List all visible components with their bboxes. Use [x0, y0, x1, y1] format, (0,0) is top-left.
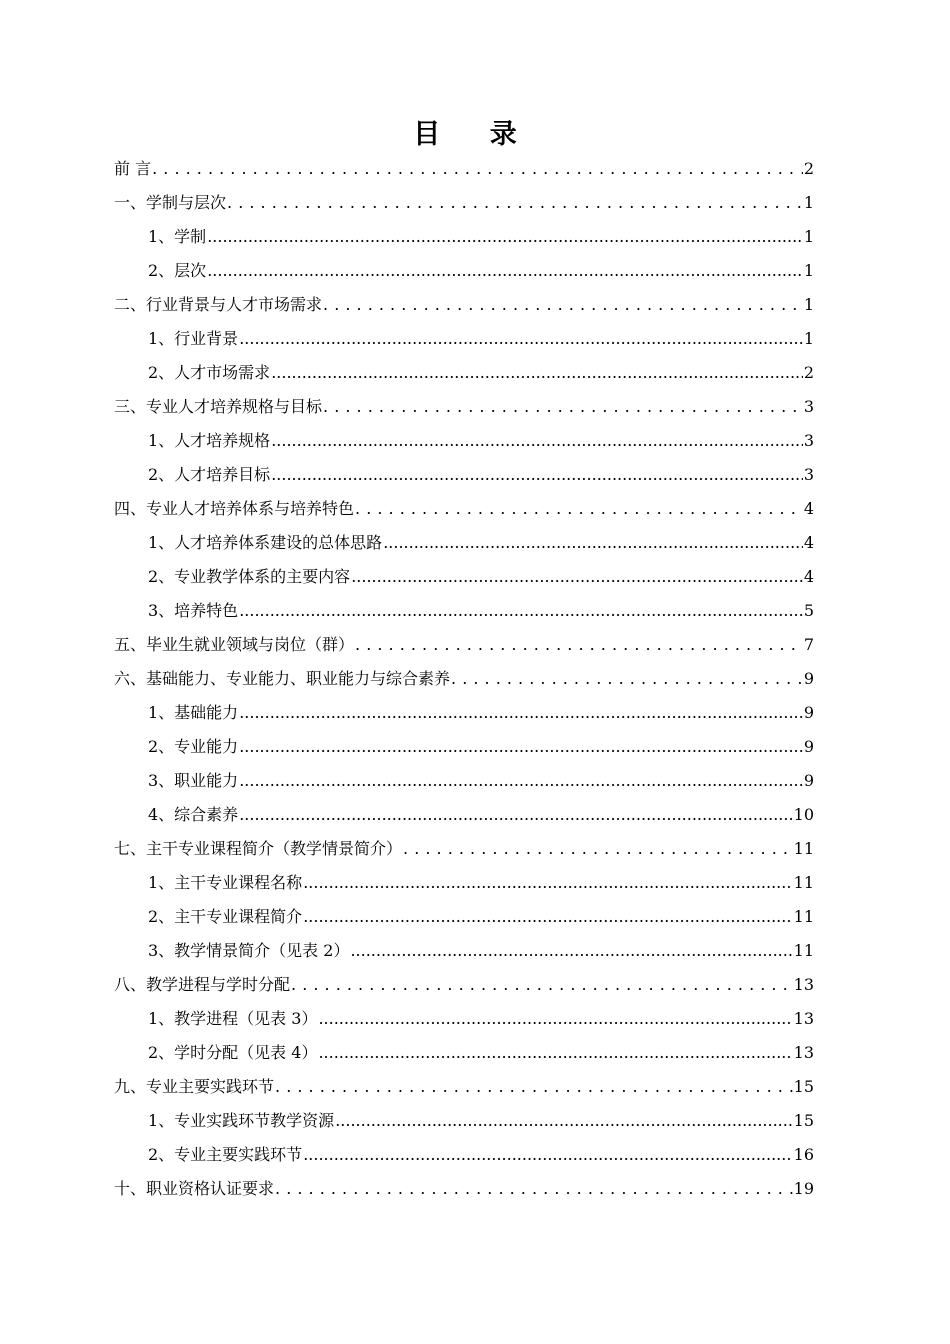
toc-entry-page-number: 4 — [803, 499, 814, 518]
toc-entry-page-number: 1 — [803, 329, 814, 348]
toc-subentry[interactable] — [114, 220, 814, 254]
dot-leader — [291, 968, 793, 1002]
toc-entry-page-number: 19 — [793, 1179, 814, 1198]
toc-entry[interactable] — [114, 662, 814, 696]
toc-subentry[interactable] — [114, 356, 814, 390]
toc-entry[interactable] — [114, 186, 814, 220]
dot-leader — [355, 492, 803, 526]
dot-leader — [350, 934, 792, 968]
toc-subentry[interactable] — [114, 322, 814, 356]
toc-entry-page-number: 1 — [803, 261, 814, 280]
toc-entry-page-number: 16 — [793, 1145, 814, 1164]
toc-entry-page-number: 15 — [793, 1077, 814, 1096]
toc-entry[interactable] — [114, 628, 814, 662]
toc-entry-label: 七、主干专业课程简介（教学情景简介） — [114, 839, 403, 858]
dot-leader — [351, 560, 803, 594]
toc-title: 目 录 — [413, 119, 537, 150]
toc-entry-label: 一、学制与层次 — [114, 193, 227, 212]
toc-entry-label: 2、专业主要实践环节 — [148, 1145, 303, 1164]
toc-subentry[interactable] — [114, 1104, 814, 1138]
toc-entry-page-number: 4 — [803, 567, 814, 586]
toc-entry-label: 五、毕业生就业领域与岗位（群） — [114, 635, 355, 654]
toc-subentry[interactable] — [114, 696, 814, 730]
dot-leader — [239, 322, 803, 356]
dot-leader — [271, 356, 803, 390]
dot-leader — [403, 832, 793, 866]
toc-entry-label: 2、专业教学体系的主要内容 — [148, 567, 351, 586]
toc-entry-label: 2、人才市场需求 — [148, 363, 271, 382]
toc-entry-page-number: 2 — [803, 363, 814, 382]
toc-entry-page-number: 11 — [793, 839, 814, 858]
toc-entry-page-number: 4 — [803, 533, 814, 552]
toc-entry-label: 2、学时分配（见表 4） — [148, 1043, 318, 1062]
dot-leader — [239, 594, 803, 628]
dot-leader — [207, 220, 803, 254]
dot-leader — [271, 458, 803, 492]
toc-entry[interactable] — [114, 968, 814, 1002]
toc-entry-label: 九、专业主要实践环节 — [114, 1077, 275, 1096]
dot-leader — [227, 186, 803, 220]
toc-entry-page-number: 5 — [803, 601, 814, 620]
toc-entry-label: 2、主干专业课程简介 — [148, 907, 303, 926]
toc-subentry[interactable] — [114, 424, 814, 458]
toc-subentry[interactable] — [114, 254, 814, 288]
toc-entry-page-number: 1 — [803, 227, 814, 246]
toc-entry-label: 3、职业能力 — [148, 771, 239, 790]
toc-entry[interactable] — [114, 288, 814, 322]
dot-leader — [303, 900, 792, 934]
toc-subentry[interactable] — [114, 1002, 814, 1036]
toc-entry[interactable] — [114, 492, 814, 526]
toc-subentry[interactable] — [114, 730, 814, 764]
toc-subentry[interactable] — [114, 526, 814, 560]
toc-entry-page-number: 9 — [803, 703, 814, 722]
toc-entry-label: 1、人才培养体系建设的总体思路 — [148, 533, 383, 552]
toc-entry-page-number: 13 — [793, 1009, 814, 1028]
dot-leader — [271, 424, 803, 458]
toc-entry-page-number: 3 — [803, 397, 814, 416]
toc-entry-label: 六、基础能力、专业能力、职业能力与综合素养 — [114, 669, 451, 688]
toc-entry-label: 1、教学进程（见表 3） — [148, 1009, 318, 1028]
dot-leader — [207, 254, 803, 288]
toc-subentry[interactable] — [114, 798, 814, 832]
toc-entry[interactable] — [114, 390, 814, 424]
toc-entry-page-number: 2 — [803, 159, 814, 178]
toc-subentry[interactable] — [114, 1036, 814, 1070]
table-of-contents — [114, 152, 814, 1206]
toc-entry-label: 1、行业背景 — [148, 329, 239, 348]
toc-entry-label: 2、层次 — [148, 261, 207, 280]
toc-entry-page-number: 11 — [793, 941, 814, 960]
toc-entry-page-number: 11 — [793, 873, 814, 892]
dot-leader — [318, 1002, 792, 1036]
toc-entry-label: 1、学制 — [148, 227, 207, 246]
toc-subentry[interactable] — [114, 764, 814, 798]
toc-entry-label: 四、专业人才培养体系与培养特色 — [114, 499, 355, 518]
toc-entry-label: 前 言 — [114, 159, 152, 178]
toc-subentry[interactable] — [114, 594, 814, 628]
toc-entry-page-number: 11 — [793, 907, 814, 926]
toc-entry-page-number: 9 — [803, 737, 814, 756]
toc-entry[interactable] — [114, 1070, 814, 1104]
dot-leader — [239, 696, 803, 730]
toc-entry-page-number: 1 — [803, 295, 814, 314]
toc-entry-label: 十、职业资格认证要求 — [114, 1179, 275, 1198]
toc-entry[interactable] — [114, 832, 814, 866]
dot-leader — [239, 798, 792, 832]
toc-entry-label: 3、培养特色 — [148, 601, 239, 620]
toc-entry-page-number: 9 — [803, 669, 814, 688]
toc-entry[interactable] — [114, 152, 814, 186]
toc-entry-page-number: 10 — [793, 805, 814, 824]
toc-subentry[interactable] — [114, 560, 814, 594]
toc-subentry[interactable] — [114, 866, 814, 900]
toc-entry-label: 三、专业人才培养规格与目标 — [114, 397, 323, 416]
dot-leader — [239, 730, 803, 764]
toc-entry-label: 4、综合素养 — [148, 805, 239, 824]
toc-entry-page-number: 3 — [803, 465, 814, 484]
dot-leader — [323, 390, 803, 424]
dot-leader — [275, 1070, 793, 1104]
dot-leader — [152, 152, 803, 186]
toc-entry-label: 3、教学情景简介（见表 2） — [148, 941, 350, 960]
toc-entry-label: 1、专业实践环节教学资源 — [148, 1111, 335, 1130]
toc-entry-label: 1、人才培养规格 — [148, 431, 271, 450]
toc-entry[interactable] — [114, 1172, 814, 1206]
dot-leader — [239, 764, 803, 798]
toc-entry-page-number: 13 — [793, 975, 814, 994]
toc-entry-page-number: 7 — [803, 635, 814, 654]
dot-leader — [323, 288, 803, 322]
toc-entry-page-number: 3 — [803, 431, 814, 450]
dot-leader — [383, 526, 803, 560]
dot-leader — [335, 1104, 792, 1138]
dot-leader — [275, 1172, 793, 1206]
dot-leader — [303, 866, 792, 900]
toc-subentry[interactable] — [114, 1138, 814, 1172]
toc-entry-label: 2、专业能力 — [148, 737, 239, 756]
toc-entry-page-number: 9 — [803, 771, 814, 790]
dot-leader — [303, 1138, 792, 1172]
toc-subentry[interactable] — [114, 900, 814, 934]
toc-entry-page-number: 1 — [803, 193, 814, 212]
toc-entry-label: 二、行业背景与人才市场需求 — [114, 295, 323, 314]
dot-leader — [355, 628, 803, 662]
dot-leader — [318, 1036, 792, 1070]
toc-subentry[interactable] — [114, 458, 814, 492]
toc-entry-page-number: 13 — [793, 1043, 814, 1062]
dot-leader — [451, 662, 803, 696]
toc-entry-label: 2、人才培养目标 — [148, 465, 271, 484]
toc-entry-label: 八、教学进程与学时分配 — [114, 975, 291, 994]
toc-subentry[interactable] — [114, 934, 814, 968]
toc-entry-label: 1、基础能力 — [148, 703, 239, 722]
toc-entry-label: 1、主干专业课程名称 — [148, 873, 303, 892]
toc-entry-page-number: 15 — [793, 1111, 814, 1130]
